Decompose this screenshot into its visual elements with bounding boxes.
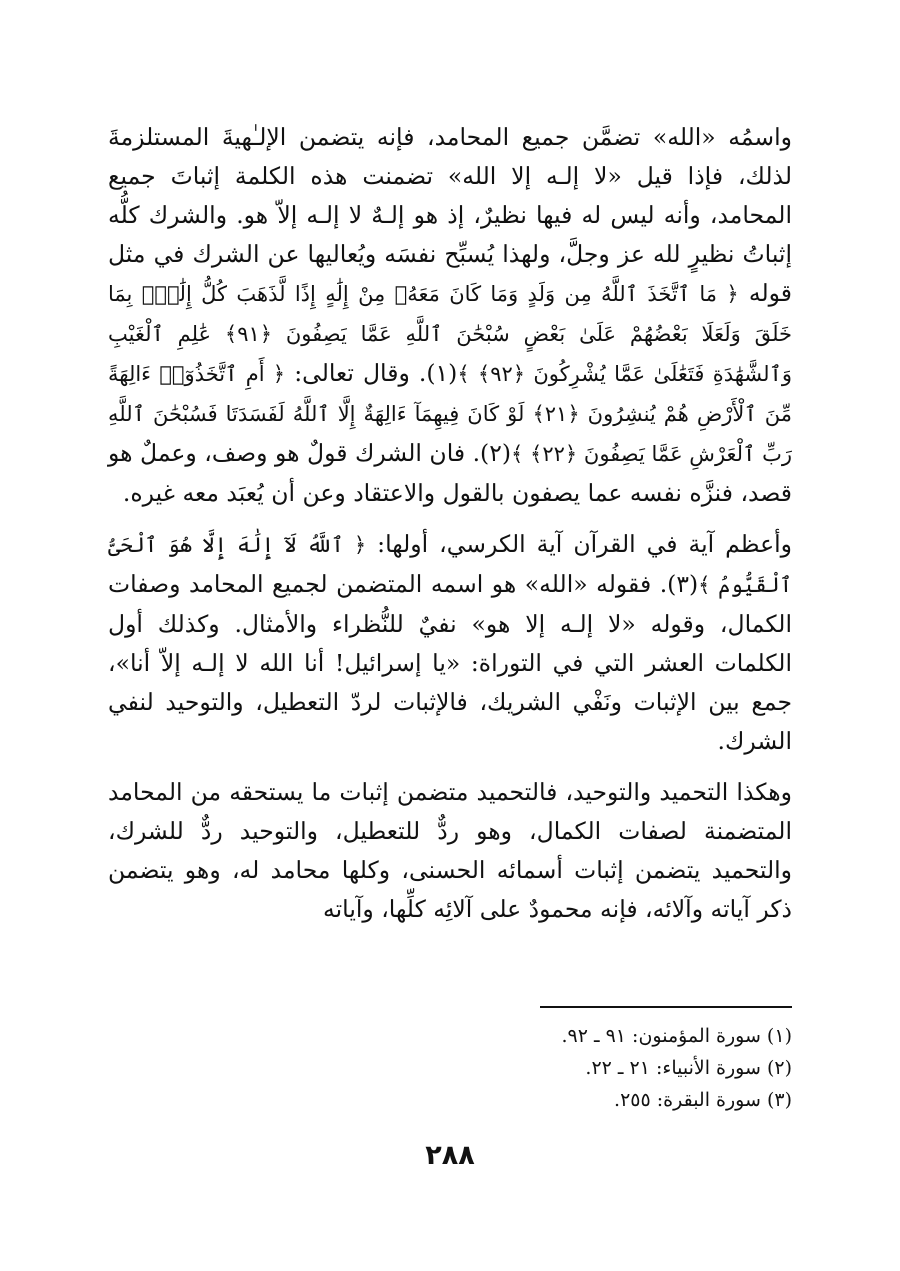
paragraph-2-text-2: (٣). فقوله «الله» هو اسمه المتضمن لجميع المحامد وصفات الكمال، وقوله «لا إلـه إلا هو» نفيٌ للنُّظراء والأمثال. وكذلك أول الكلمات العشر التي في التوراة: «يا إسرائيل! أنا الله لا إلـه إلاّ أنا»، جمع بين الإثبات ونَفْي الشريك، فالإثبات لردّ التعطيل، والتوحيد لنفي الشرك. <box>108 570 793 755</box>
page-body <box>108 118 792 929</box>
quran-verse-3: ﴿ ٱللَّهُ لَآ إِلَٰهَ إِلَّا هُوَ ٱلْحَىُّ ٱلْقَيُّومُ ﴾ <box>108 533 793 597</box>
paragraph-1-text-2: (٢). فان الشرك قولٌ هو وصف، وعملٌ هو قصد، فنزَّه نفسه عما يصفون بالقول والاعتقاد وعن أن يُعبَد معه غيره. <box>108 439 792 507</box>
paragraph-2-text-1: وأعظم آية في القرآن آية الكرسي، أولها: <box>366 530 792 558</box>
paragraph-1 <box>108 118 792 513</box>
paragraph-3 <box>108 773 792 929</box>
footnote-1: (١) سورة المؤمنون: ٩١ ـ ٩٢. <box>561 1025 792 1047</box>
footnote-2: (٢) سورة الأنبياء: ٢١ ـ ٢٢. <box>585 1057 792 1079</box>
quran-verse-1: ﴿ مَا ٱتَّخَذَ ٱللَّهُ مِن وَلَدٍ وَمَا كَانَ مَعَهُۥ مِنْ إِلَٰهٍ إِذًا لَّذَهَبَ كُلُّ إِلَٰهٍۭ بِمَا خَلَقَ وَلَعَلَا بَعْضُهُمْ عَلَىٰ بَعْضٍ سُبْحَٰنَ ٱللَّهِ عَمَّا يَصِفُونَ ﴿٩١﴾ عَٰلِمِ ٱلْغَيْبِ وَٱلشَّهَٰدَةِ فَتَعَٰلَىٰ عَمَّا يُشْرِكُونَ ﴿٩٢﴾ ﴾ <box>108 282 793 386</box>
footnotes-list <box>300 1020 792 1116</box>
paragraph-1-text-1: واسمُه «الله» تضمَّن جميع المحامد، فإنه يتضمن الإلـٰهيةَ المستلزمةَ لذلك، فإذا قيل «لا إلـه إلا الله» تضمنت هذه الكلمة إثباتَ جميع المحامد، وأنه ليس له فيها نظيرٌ، إذ هو إلـهٌ لا إلـه إلاّ هو. والشرك كلُّه إثباتُ نظيرٍ لله عز وجلَّ، ولهذا يُسبِّح نفسَه ويُعاليها عن الشرك في مثل قوله <box>108 123 792 307</box>
paragraph-2 <box>108 525 792 761</box>
footnote-divider <box>540 1006 792 1008</box>
quran-verse-2: ﴿ أَمِ ٱتَّخَذُوٓا۟ ءَالِهَةً مِّنَ ٱلْأَرْضِ هُمْ يُنشِرُونَ ﴿٢١﴾ لَوْ كَانَ فِيهِمَآ ءَالِهَةٌ إِلَّا ٱللَّهُ لَفَسَدَتَا فَسُبْحَٰنَ ٱللَّهِ رَبِّ ٱلْعَرْشِ عَمَّا يَصِفُونَ ﴿٢٢﴾ ﴾ <box>108 362 792 466</box>
footnote-3: (٣) سورة البقرة: ٢٥٥. <box>614 1089 792 1111</box>
page-number: ٢٨٨ <box>425 1140 475 1171</box>
footnote-ref-1: (١). وقال تعالى: <box>285 359 458 387</box>
paragraph-3-text-1: وهكذا التحميد والتوحيد، فالتحميد متضمن إثبات ما يستحقه من المحامد المتضمنة لصفات الكمال، وهو ردٌّ للتعطيل، والتوحيد ردٌّ للشرك، والتحميد يتضمن إثبات أسمائه الحسنى، وكلها محامد له، وهو يتضمن ذكر آياته وآلائه، فإنه محمودٌ على آلائِه كلِّها، وآياته <box>108 778 792 923</box>
